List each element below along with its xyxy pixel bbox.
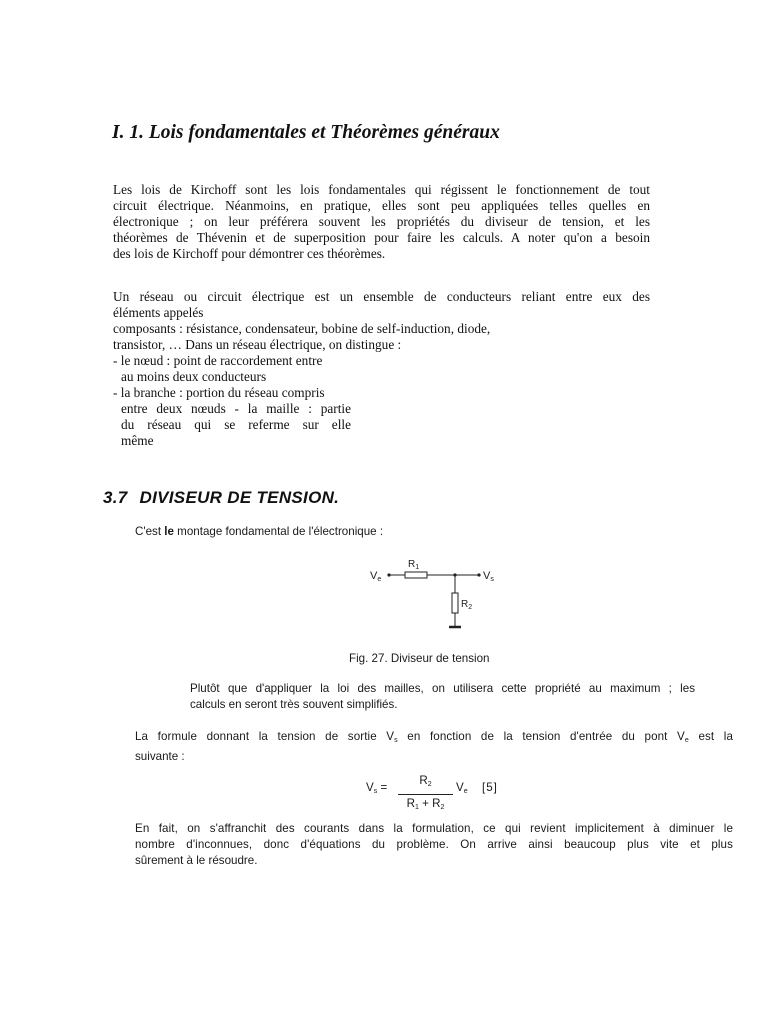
intro-line: électronique ; on leur préférera souvent les propriétés du diviseur de tension, et les	[113, 214, 650, 229]
fraction-bar	[398, 794, 453, 795]
r1-label: $R_1$	[408, 559, 420, 571]
conclusion-line: nombre d'inconnues, donc d'équations du problème. On arrive ainsi beaucoup plus vite et plus	[135, 838, 733, 851]
vout-terminal	[477, 573, 480, 576]
intro-line: théorèmes de Thévenin et de superposition pour faire les calculs. A noter qu'on a besoin	[113, 230, 650, 245]
formula-intro	[135, 729, 733, 765]
definitions-list	[113, 353, 351, 449]
reseau-line: transistor, … Dans un réseau électrique, on distingue :	[113, 337, 402, 352]
page-title: I. 1. Lois fondamentales et Théorèmes généraux	[112, 122, 500, 143]
vin-label: Ve	[370, 570, 382, 583]
intro-line: des lois de Kirchoff pour démontrer ces théorèmes.	[113, 246, 386, 261]
intro-line: circuit électrique. Néanmoins, en pratique, elles sont peu appliquées telles quelles en	[113, 198, 650, 213]
reseau-line: éléments appelés	[113, 305, 204, 320]
formula-intro-line: La formule donnant la tension de sortie $V_s$ en fonction de la tension d'entrée du pont $V_e$ est la	[135, 730, 733, 744]
conclusion-line: sûrement à le résoudre.	[135, 854, 258, 867]
list-item-continuation: au moins deux conducteurs	[121, 369, 267, 384]
formula-intro-line: suivante :	[135, 750, 185, 763]
divider-formula	[366, 773, 506, 811]
reseau-line: Un réseau ou circuit électrique est un ensemble de conducteurs reliant entre eux des	[113, 289, 650, 304]
note-line: calculs en seront très souvent simplifiés.	[190, 698, 398, 711]
section-number: 3.7	[103, 488, 128, 507]
reseau-paragraph	[113, 289, 650, 353]
intro-line: Les lois de Kirchoff sont les lois fondamentales qui régissent le fonctionnement de tout	[113, 182, 650, 197]
formula-denominator: $R_1 + R_2$	[406, 797, 445, 811]
note-line: Plutôt que d'appliquer la loi des mailles, on utilisera cette propriété au maximum ; les	[190, 682, 695, 695]
r1-resistor	[405, 572, 427, 578]
list-item-continuation: entre deux nœuds - la maille : partie	[121, 401, 351, 416]
section-heading	[103, 488, 339, 508]
formula-reference: [5]	[482, 781, 498, 794]
formula-numerator: $R_2$	[419, 774, 432, 788]
section-title: DIVISEUR DE TENSION.	[139, 488, 340, 507]
r2-resistor	[452, 593, 458, 613]
reseau-line: composants : résistance, condensateur, bobine de self-induction, diode,	[113, 321, 491, 336]
vout-label: Vs	[483, 570, 494, 583]
r2-label: $R_2$	[461, 599, 473, 611]
list-item-continuation: du réseau qui se referme sur elle	[121, 417, 351, 432]
voltage-divider-circuit	[360, 555, 510, 635]
figure-caption: Fig. 27. Diviseur de tension	[349, 652, 490, 665]
conclusion-paragraph	[135, 821, 733, 869]
formula-fraction	[398, 773, 453, 816]
conclusion-line: En fait, on s'affranchit des courants dans la formulation, ce qui revient implicitement à diminuer le	[135, 822, 733, 835]
list-item-continuation: même	[121, 433, 154, 448]
list-item: - la branche : portion du réseau compris	[113, 385, 325, 400]
formula-lhs: $V_s$ =	[366, 781, 388, 795]
formula-rhs: $V_e$	[456, 781, 468, 795]
note-paragraph	[190, 681, 695, 713]
list-item: - le nœud : point de raccordement entre	[113, 353, 323, 368]
intro-paragraph	[113, 182, 650, 262]
montage-sentence: C'est le montage fondamental de l'électronique :	[135, 525, 384, 538]
